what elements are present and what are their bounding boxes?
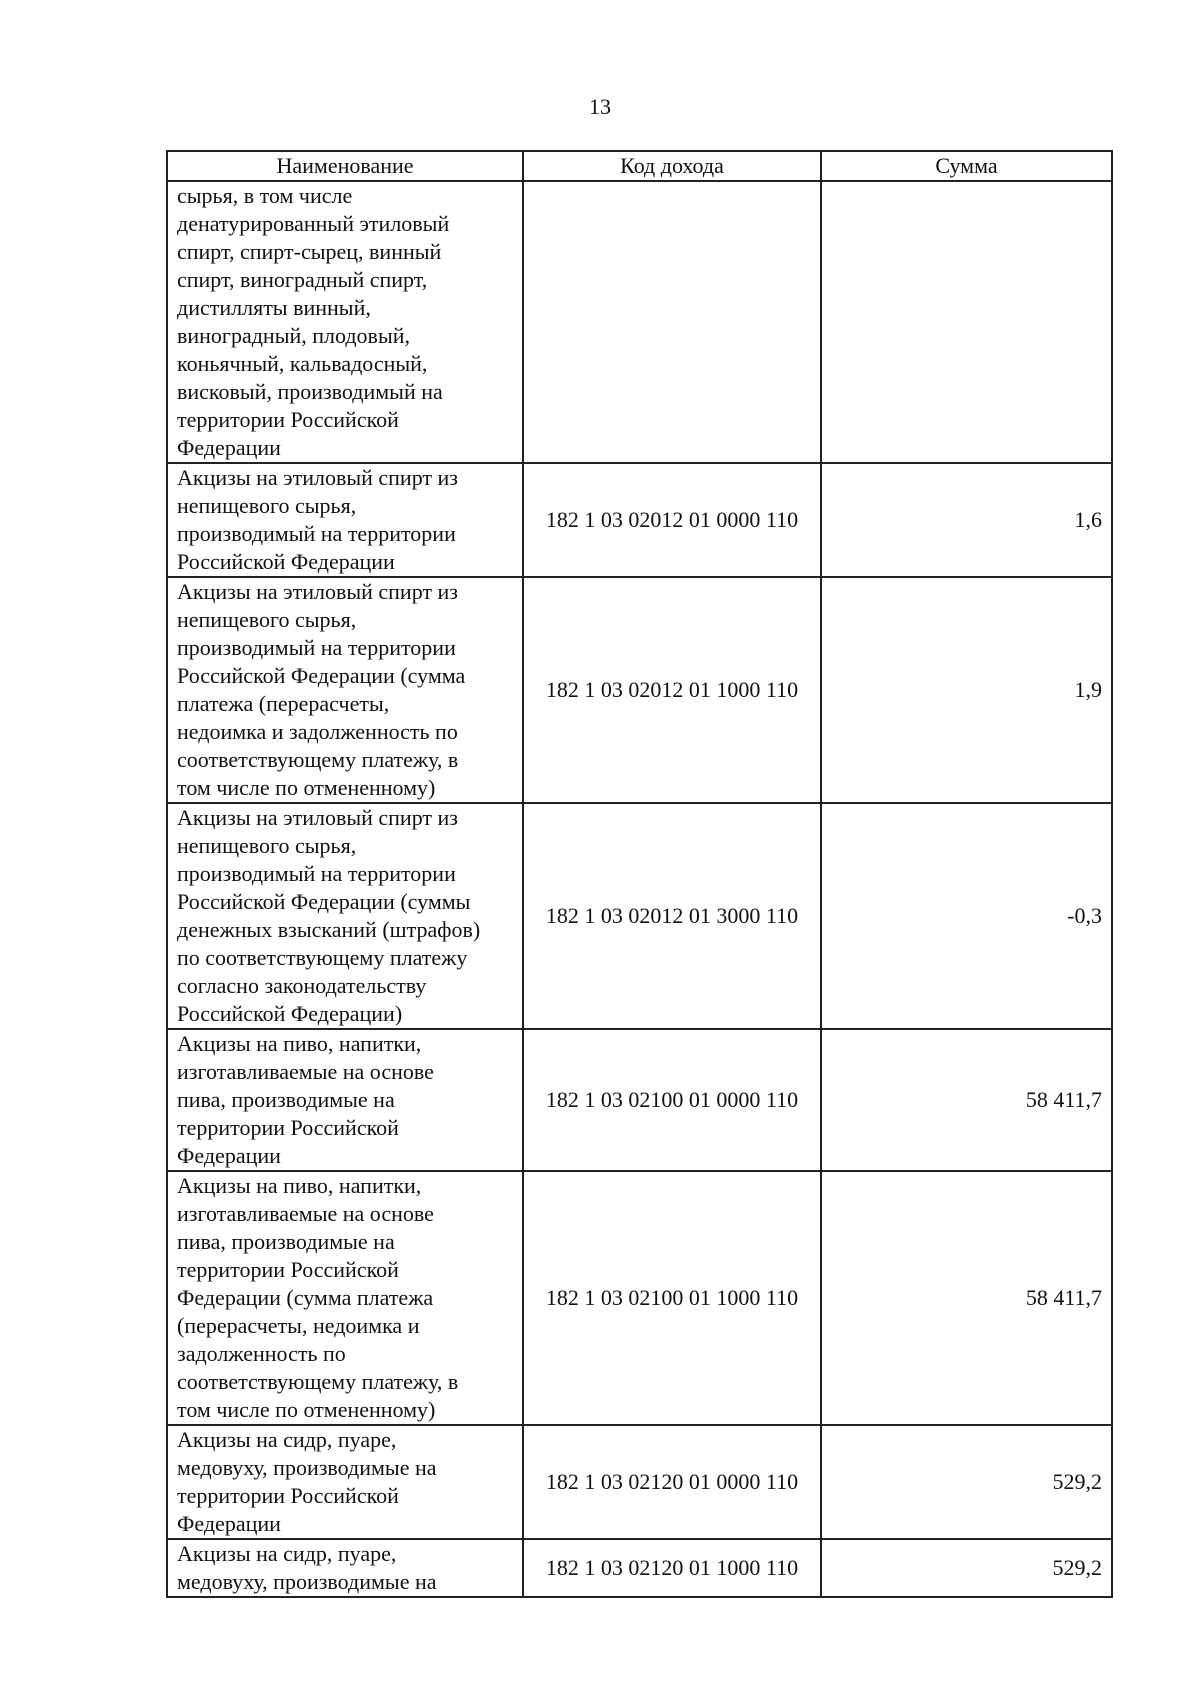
income-code-cell [523,181,821,463]
income-code-cell: 182 1 03 02012 01 0000 110 [523,463,821,577]
income-name-line: Акцизы на этиловый спирт из [177,465,458,490]
income-name-line: денежных взысканий (штрафов) [177,917,481,942]
table-row [167,181,1112,463]
income-name-line: изготавливаемые на основе [177,1059,434,1084]
income-name-line: висковый, производимый на [177,379,443,404]
income-name-line: дистилляты винный, [177,295,371,320]
income-name-cell [167,181,523,463]
income-name-line: спирт, виноградный спирт, [177,267,428,292]
income-sum-cell: 1,9 [821,577,1112,803]
income-name-line: Акцизы на этиловый спирт из [177,579,458,604]
income-sum-cell: 58 411,7 [821,1029,1112,1171]
income-name-line: недоимка и задолженность по [177,719,458,744]
income-name-line: Акцизы на этиловый спирт из [177,805,458,830]
income-name-line: производимый на территории [177,521,456,546]
income-sum-cell: -0,3 [821,803,1112,1029]
income-name-line: Федерации [177,1143,281,1168]
income-code-cell: 182 1 03 02012 01 3000 110 [523,803,821,1029]
income-name-line: территории Российской [177,1115,399,1140]
income-name-line: Российской Федерации [177,549,395,574]
header-code: Код дохода [523,151,821,181]
income-name-line: пива, производимые на [177,1229,395,1254]
income-name-line: изготавливаемые на основе [177,1201,434,1226]
income-sum-cell [821,181,1112,463]
income-name-line: по соответствующему платежу [177,945,468,970]
table-row [167,1171,1112,1425]
header-sum: Сумма [821,151,1112,181]
income-name-line: Федерации [177,1511,281,1536]
income-name-line: спирт, спирт-сырец, винный [177,239,442,264]
income-name-line: территории Российской [177,407,399,432]
income-sum-cell: 529,2 [821,1539,1112,1597]
income-name-line: сырья, в том числе [177,183,353,208]
income-name-line: территории Российской [177,1483,399,1508]
income-name-line: том числе по отмененному) [177,775,436,800]
income-name-line: Федерации [177,435,281,460]
income-name-line: согласно законодательству [177,973,427,998]
income-name-cell [167,1029,523,1171]
table-body [167,181,1112,1597]
income-name-line: Акцизы на сидр, пуаре, [177,1541,397,1566]
table-row [167,1029,1112,1171]
income-name-cell [167,577,523,803]
income-sum-cell: 529,2 [821,1425,1112,1539]
income-name-line: медовуху, производимые на [177,1455,437,1480]
income-name-line: пива, производимые на [177,1087,395,1112]
income-name-line: производимый на территории [177,635,456,660]
income-name-line: медовуху, производимые на [177,1569,437,1594]
income-sum-cell: 1,6 [821,463,1112,577]
income-code-cell: 182 1 03 02120 01 1000 110 [523,1539,821,1597]
income-name-line: задолженность по [177,1341,346,1366]
income-name-line: непищевого сырья, [177,607,357,632]
income-name-line: соответствующему платежу, в [177,747,459,772]
income-name-line: денатурированный этиловый [177,211,450,236]
income-name-cell [167,1425,523,1539]
revenue-table [166,150,1113,1598]
income-name-line: непищевого сырья, [177,833,357,858]
table-row [167,577,1112,803]
income-code-cell: 182 1 03 02100 01 1000 110 [523,1171,821,1425]
table-row [167,463,1112,577]
income-name-line: соответствующему платежу, в [177,1369,459,1394]
income-name-cell [167,1171,523,1425]
income-name-line: Российской Федерации (суммы [177,889,471,914]
income-code-cell: 182 1 03 02012 01 1000 110 [523,577,821,803]
income-name-line: производимый на территории [177,861,456,886]
income-name-cell [167,1539,523,1597]
income-name-line: (перерасчеты, недоимка и [177,1313,420,1338]
table-row [167,803,1112,1029]
header-name: Наименование [167,151,523,181]
income-name-line: том числе по отмененному) [177,1397,436,1422]
income-name-line: Акцизы на пиво, напитки, [177,1173,422,1198]
page-number: 13 [589,94,611,119]
income-name-line: территории Российской [177,1257,399,1282]
income-name-line: виноградный, плодовый, [177,323,410,348]
income-name-line: коньячный, кальвадосный, [177,351,428,376]
income-code-cell: 182 1 03 02100 01 0000 110 [523,1029,821,1171]
table-row [167,1539,1112,1597]
income-name-line: Федерации (сумма платежа [177,1285,434,1310]
income-sum-cell: 58 411,7 [821,1171,1112,1425]
income-name-line: платежа (перерасчеты, [177,691,390,716]
table-header [167,151,1112,181]
income-name-line: Акцизы на сидр, пуаре, [177,1427,397,1452]
table-row [167,1425,1112,1539]
income-name-cell [167,463,523,577]
income-name-line: Российской Федерации (сумма [177,663,466,688]
income-name-line: Акцизы на пиво, напитки, [177,1031,422,1056]
income-code-cell: 182 1 03 02120 01 0000 110 [523,1425,821,1539]
income-name-line: непищевого сырья, [177,493,357,518]
income-name-line: Российской Федерации) [177,1001,403,1026]
income-name-cell [167,803,523,1029]
header-row [167,151,1112,181]
